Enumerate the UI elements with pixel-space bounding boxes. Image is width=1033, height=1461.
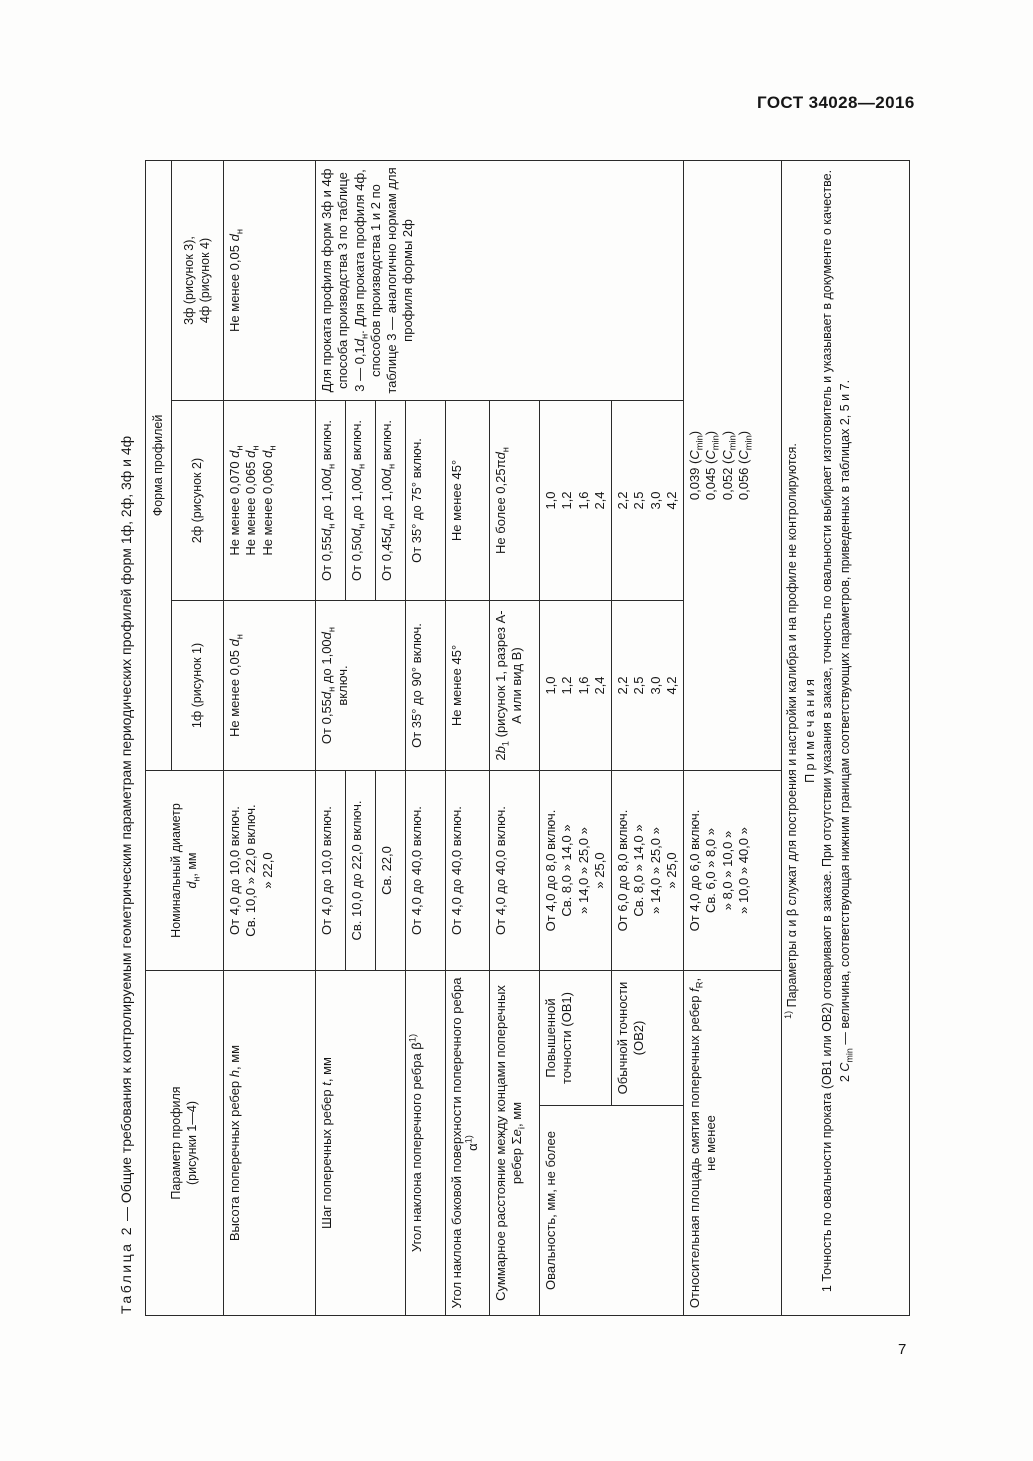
cell-crush-values: 0,039 $(C_{min})$ 0,045 $(C_{min})$ 0,052 $(C_{min})$ 0,056 $(C_{min})$ (684, 160, 782, 770)
cell-beta-f1: От 35° до 90° включ. (406, 601, 446, 771)
note-2: 2 $C_{min}$ — величина, соответствующая нижним границам соответствующих параметров, приведенных в таблицах 2, 5 и 7. (837, 379, 855, 1083)
footnote-1: $^{1)}$ Параметры α и β служат для построения и настройки калибра и на профиле не контролируются. (782, 443, 799, 1019)
cell-pitch-diameter-1: От 4,0 до 10,0 включ. (316, 771, 346, 971)
cell-oval-ov1-label: Повышенной точности (ОВ1) (540, 971, 612, 1106)
rotated-table-block (118, 144, 910, 1316)
cell-height-f2: Не менее 0,070 $d_н$ Не менее 0,065 $d_н$ Не менее 0,060 $d_н$ (224, 401, 316, 601)
cell-alpha-param: Угол наклона боковой поверхности поперечного ребра $\alpha^{1)}$ (446, 971, 490, 1316)
cell-oval-ov2-diameter: От 6,0 до 8,0 включ. Св. 8,0 » 14,0 » » 14,0 » 25,0 » » 25,0 (612, 771, 684, 971)
cell-pitch-f2-1: От $0,55d_н$ до $1,00d_н$ включ. (316, 401, 346, 601)
cell-height-param: Высота поперечных ребер h, мм (224, 971, 316, 1316)
cell-sum-f1: $2b_1$ (рисунок 1, разрез А-А или вид В) (490, 601, 540, 771)
header-param-profile: Параметр профиля (рисунки 1—4) (146, 971, 224, 1316)
table-title: Таблица 2 — Общие требования к контролируемым геометрическим параметрам периодических профилей форм 1ф, 2ф, 3ф и 4ф (118, 435, 134, 1314)
page-number: 7 (898, 1341, 907, 1358)
cell-alpha-f2: Не менее 45° (446, 401, 490, 601)
cell-crush-diameter: От 4,0 до 6,0 включ. Св. 6,0 » 8,0 » » 8,0 » 10,0 » » 10,0 » 40,0 » (684, 771, 782, 971)
table-notes (782, 160, 910, 1315)
header-form-3f-4f: 3ф (рисунок 3), 4ф (рисунок 4) (172, 160, 224, 400)
cell-pitch-param: Шаг поперечных ребер t, мм (316, 971, 406, 1316)
cell-beta-f2: От 35° до 75° включ. (406, 401, 446, 601)
cell-crush-param: Относительная площадь смятия поперечных ребер $f_R$, не менее (684, 971, 782, 1316)
header-form-2f: 2ф (рисунок 2) (172, 401, 224, 601)
header-nominal-diameter: Номинальный диаметр $d_н$, мм (146, 771, 224, 971)
notes-title: П р и м е ч а н и я (802, 679, 817, 783)
cell-height-diameter: От 4,0 до 10,0 включ. Св. 10,0 » 22,0 включ. » 22,0 (224, 771, 316, 971)
cell-pitch-diameter-3: Св. 22,0 (376, 771, 406, 971)
cell-alpha-diameter: От 4,0 до 40,0 включ. (446, 771, 490, 971)
cell-oval-ov1-diameter: От 4,0 до 8,0 включ. Св. 8,0 » 14,0 » » 14,0 » 25,0 » » 25,0 (540, 771, 612, 971)
header-profile-forms: Форма профилей (146, 160, 172, 770)
cell-oval-ov2-label: Обычной точности (ОВ2) (612, 971, 684, 1106)
cell-height-f34: Не менее 0,05 $d_н$ (224, 160, 316, 400)
cell-alpha-f1: Не менее 45° (446, 601, 490, 771)
cell-sum-diameter: От 4,0 до 40,0 включ. (490, 771, 540, 971)
cell-beta-diameter: От 4,0 до 40,0 включ. (406, 771, 446, 971)
cell-oval-ov1-f1: 1,0 1,2 1,6 2,4 (540, 601, 612, 771)
cell-oval-ov2-f1: 2,2 2,5 3,0 4,2 (612, 601, 684, 771)
cell-oval-ov1-f2: 1,0 1,2 1,6 2,4 (540, 401, 612, 601)
cell-sum-param: Суммарное расстояние между концами поперечных ребер $\Sigma e_i$, мм (490, 971, 540, 1316)
doc-header-standard-number: ГОСТ 34028—2016 (757, 93, 915, 112)
cell-f34-production-note: Для проката профиля форм 3ф и 4ф способа производства 3 по таблице 3 — $0,1d_н$. Для проката профиля 4ф, способов производства 1 и 2 по таблице 3 — аналогично нормам для профиля формы 2ф (316, 160, 684, 400)
cell-beta-param: Угол наклона поперечного ребра $\beta^{1)}$ (406, 971, 446, 1316)
cell-pitch-f2-2: От $0,50d_н$ до $1,00d_н$ включ. (346, 401, 376, 601)
cell-height-f1: Не менее 0,05 $d_н$ (224, 601, 316, 771)
note-1: 1 Точность по овальности проката (ОВ1 или ОВ2) оговаривают в заказе. При отсутствии указания в заказе, точность по овальности выбирает изготовитель и указывает в документе о качестве. (820, 169, 835, 1293)
cell-oval-ov2-f2: 2,2 2,5 3,0 4,2 (612, 401, 684, 601)
table-2-periodic-profiles (145, 160, 910, 1316)
cell-pitch-diameter-2: Св. 10,0 до 22,0 включ. (346, 771, 376, 971)
cell-pitch-f1: От $0,55d_н$ до $1,00d_н$ включ. (316, 601, 406, 771)
cell-oval-param: Овальность, мм, не более (540, 1106, 684, 1316)
header-form-1f: 1ф (рисунок 1) (172, 601, 224, 771)
cell-sum-f2: Не более $0,25\pi d_н$ (490, 401, 540, 601)
cell-pitch-f2-3: От $0,45d_н$ до $1,00d_н$ включ. (376, 401, 406, 601)
